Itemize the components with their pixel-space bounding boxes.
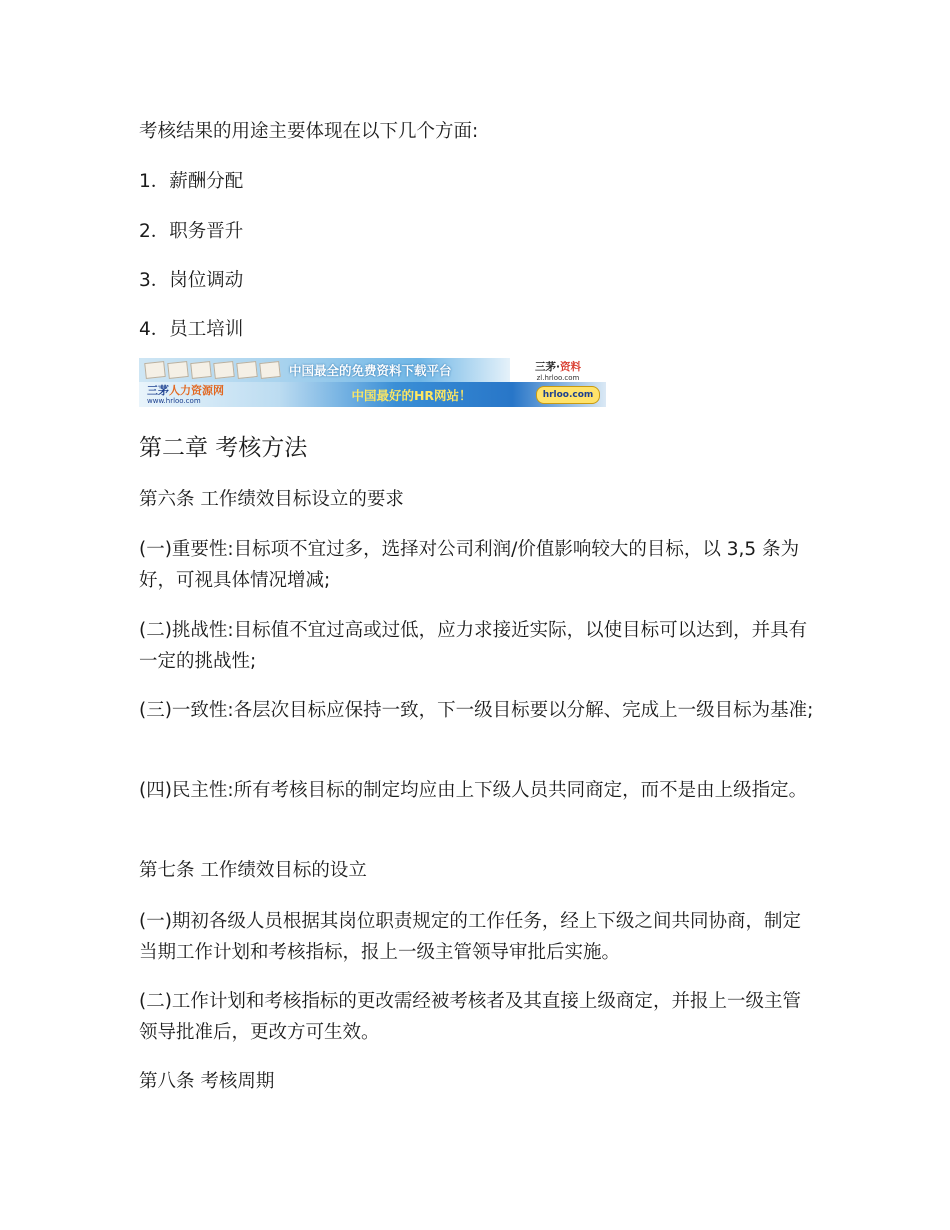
article-7-heading: 第七条 工作绩效目标的设立 [139, 860, 367, 881]
banner-slogan-bottom: 中国最好的HR网站！ [351, 387, 472, 403]
main-logo-suffix: 人力资源网 [169, 384, 224, 397]
main-logo-name: 三茅 [147, 384, 169, 397]
ad-banner[interactable] [139, 358, 606, 407]
list-item-4: 4．员工培训 [139, 319, 244, 340]
banner-top-row [139, 358, 606, 382]
main-logo-url: www.hrloo.com [147, 397, 201, 405]
list-item-2: 2．职务晋升 [139, 221, 244, 242]
banner-photos-image [139, 358, 285, 382]
article-7-item-1: (一)期初各级人员根据其岗位职责规定的工作任务，经上下级之间共同协商，制定当期工作计划和考核指标，报上一级主管领导审批后实施。 [139, 911, 801, 963]
list-item-3: 3．岗位调动 [139, 270, 244, 291]
side-logo-url: zl.hrloo.com [536, 373, 580, 382]
article-6-item-2: (二)挑战性:目标值不宜过高或过低，应力求接近实际，以使目标可以达到，并具有一定的挑战性; [139, 620, 808, 672]
article-6-item-3: (三)一致性:各层次目标应保持一致，下一级目标要以分解、完成上一级目标为基准; [139, 700, 814, 721]
banner-slogan-top: 中国最全的免费资料下载平台 [289, 363, 452, 378]
list-item-1: 1．薪酬分配 [139, 171, 244, 192]
side-logo-suffix: 资料 [560, 360, 581, 373]
banner-main-logo[interactable] [139, 384, 287, 405]
side-logo-name: 三茅· [535, 360, 560, 373]
article-8-heading: 第八条 考核周期 [139, 1071, 275, 1092]
banner-side-logo[interactable] [510, 358, 606, 382]
banner-bottom-row [139, 382, 606, 407]
banner-link-button[interactable]: hrloo.com [536, 386, 600, 404]
article-6-heading: 第六条 工作绩效目标设立的要求 [139, 489, 404, 510]
article-6-item-4: (四)民主性:所有考核目标的制定均应由上下级人员共同商定，而不是由上级指定。 [139, 780, 808, 801]
chapter-heading: 第二章 考核方法 [139, 435, 308, 461]
intro-paragraph: 考核结果的用途主要体现在以下几个方面: [139, 121, 479, 142]
article-6-item-1: (一)重要性:目标项不宜过多，选择对公司利润/价值影响较大的目标，以 3,5 条为好，可视具体情况增减; [139, 539, 800, 591]
article-7-item-2: (二)工作计划和考核指标的更改需经被考核者及其直接上级商定，并报上一级主管领导批准后，更改方可生效。 [139, 991, 801, 1043]
